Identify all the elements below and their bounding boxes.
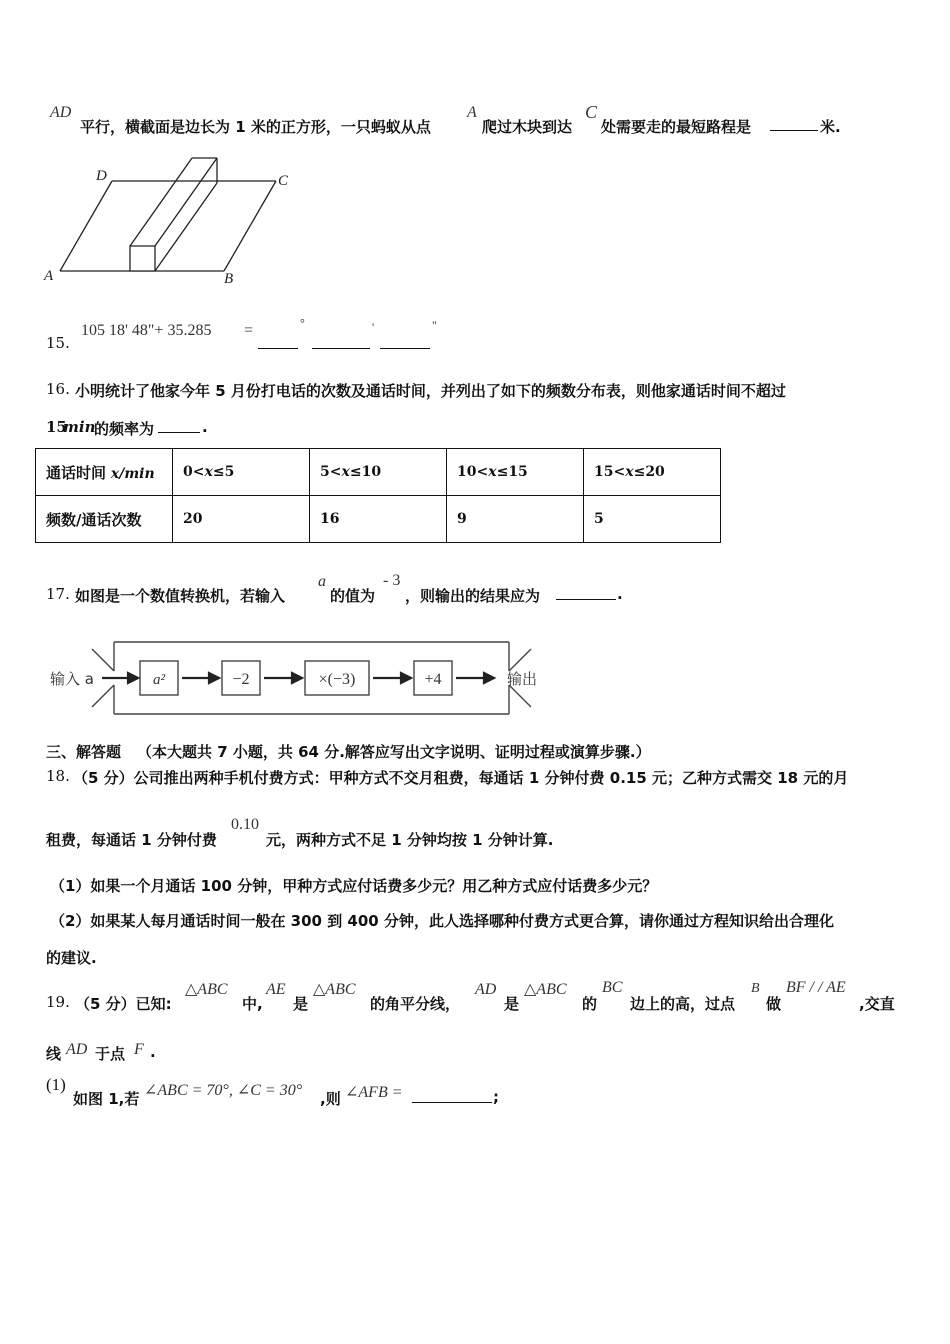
q17-answer-blank [556,585,616,600]
machine-step-minus2: −2 [232,671,250,688]
q18-number: 18. [46,767,70,785]
table-cell: 20 [173,496,310,543]
q19-triangle3: △ABC [524,981,567,998]
q19-angles: ∠ABC = 70°, ∠C = 30° [144,1082,303,1099]
q15-number: 15. [46,334,70,352]
frequency-table [35,448,721,543]
table-cell: 5 [584,496,721,543]
q19-ad: AD [475,981,497,998]
section-title: 三、解答题 [46,743,122,761]
q19-p7: 边上的高，过点 [630,995,736,1013]
fig-label-c: C [278,173,289,189]
machine-input-label: 输入 a [50,670,94,688]
q19-point-b: B [751,981,760,996]
fig-label-d: D [96,168,107,184]
q19-line2a: 线 [46,1045,62,1063]
q18-sub2: （2）如果某人每月通话时间一般在 300 到 400 分钟，此人选择哪种付费方式更合算，请你通过方程知识给出合理化 [50,912,834,930]
q15-minute-sign: ' [372,320,375,334]
conversion-machine-figure [44,637,554,721]
table-header-cell: 频数/通话次数 [36,496,173,543]
q14-text3: 处需要走的最短路程是 [601,118,752,136]
machine-step-plus4: +4 [424,671,442,688]
q17-var-a: a [318,573,326,590]
q19-answer-blank [412,1088,492,1103]
q15-degree-sign: ° [300,316,305,330]
q19-sub1-number: (1) [46,1075,66,1094]
q15-expression: 105 18' 48"+ 35.285 [81,322,212,339]
q19-sub1-then: ,则 [320,1090,341,1108]
q19-ae: AE [266,981,286,998]
q18-line1: （5 分）公司推出两种手机付费方式：甲种方式不交月租费，每通话 1 分钟付费 0.15 元；乙种方式需交 18 元的月 [73,769,849,787]
machine-output-label: 输出 [507,670,538,688]
table-header-cell: 通话时间 x/min [36,449,173,496]
q16-line2-var: min [63,418,96,436]
q19-p2: 中, [242,995,263,1013]
q19-p6: 的 [582,995,598,1013]
q19-p3: 是 [293,995,309,1013]
q18-price: 0.10 [231,816,259,833]
q19-line2-end: . [150,1043,156,1061]
q18-sub2-end: 的建议. [46,949,97,967]
q16-number: 16. [46,380,70,398]
table-row [36,496,721,543]
q19-line2-ad: AD [66,1041,88,1058]
fig-label-b: B [224,271,234,287]
q16-line2-text: 的频率为 [94,420,155,438]
machine-step-times-neg3: ×(−3) [318,671,356,688]
q14-text1: 平行，横截面是边长为 1 米的正方形，一只蚂蚁从点 [80,118,431,136]
q19-number: 19. [46,993,70,1011]
q19-p9: ,交直 [859,995,895,1013]
q19-sub1-end: ; [493,1088,499,1106]
q17-text3: ，则输出的结果应为 [405,587,541,605]
q17-text1: 如图是一个数值转换机，若输入 [75,587,286,605]
table-cell: 0<x≤5 [173,449,310,496]
table-cell: 15<x≤20 [584,449,721,496]
fig-label-a: A [44,268,54,284]
q14-answer-blank [770,116,818,131]
q15-degree-blank [258,334,298,349]
table-cell: 16 [310,496,447,543]
q15-minute-blank [312,334,370,349]
q19-line2b: 于点 [95,1045,126,1063]
q19-p8: 做 [766,995,782,1013]
q19-bf-parallel-ae: BF / / AE [786,979,846,996]
q14-point-a: A [467,104,477,121]
q17-number: 17. [46,585,70,603]
table-cell: 9 [447,496,584,543]
q19-triangle2: △ABC [313,981,356,998]
q19-bc: BC [602,979,623,996]
q14-unit: 米. [820,118,841,136]
q19-point-f: F [134,1041,144,1058]
table-cell: 10<x≤15 [447,449,584,496]
q15-equals: = [244,322,254,339]
q14-point-c: C [585,102,598,122]
q19-triangle1: △ABC [185,981,228,998]
q16-line1: 小明统计了他家今年 5 月份打电话的次数及通话时间，并列出了如下的频数分布表，则他家通话时间不超过 [75,382,786,400]
q17-end: . [617,585,623,603]
q17-input-value: - 3 [383,572,401,589]
q19-p4: 的角平分线， [370,995,461,1013]
table-row [36,449,721,496]
q19-p1: （5 分）已知: [75,995,172,1013]
q19-angle-afb: ∠AFB = [345,1084,403,1101]
q16-line2-end: . [202,418,208,436]
q15-second-sign: " [432,318,437,332]
q16-line2-num: 15 [46,418,67,436]
q19-p5: 是 [504,995,520,1013]
q18-line2b: 元，两种方式不足 1 分钟均按 1 分钟计算. [266,831,554,849]
q16-answer-blank [158,418,200,433]
q14-text2: 爬过木块到达 [482,118,573,136]
q17-text2: 的值为 [330,587,376,605]
q19-sub1-text: 如图 1,若 [73,1090,140,1108]
machine-step-square: a² [153,672,165,688]
table-cell: 5<x≤10 [310,449,447,496]
wooden-block-figure [40,150,310,290]
q18-line2a: 租费，每通话 1 分钟付费 [46,831,217,849]
q15-second-blank [380,334,430,349]
q18-sub1: （1）如果一个月通话 100 分钟，甲种方式应付话费多少元？用乙种方式应付话费多少元？ [50,877,658,895]
section-note: （本大题共 7 小题，共 64 分.解答应写出文字说明、证明过程或演算步骤.） [137,743,651,761]
q14-ad: AD [50,104,72,121]
